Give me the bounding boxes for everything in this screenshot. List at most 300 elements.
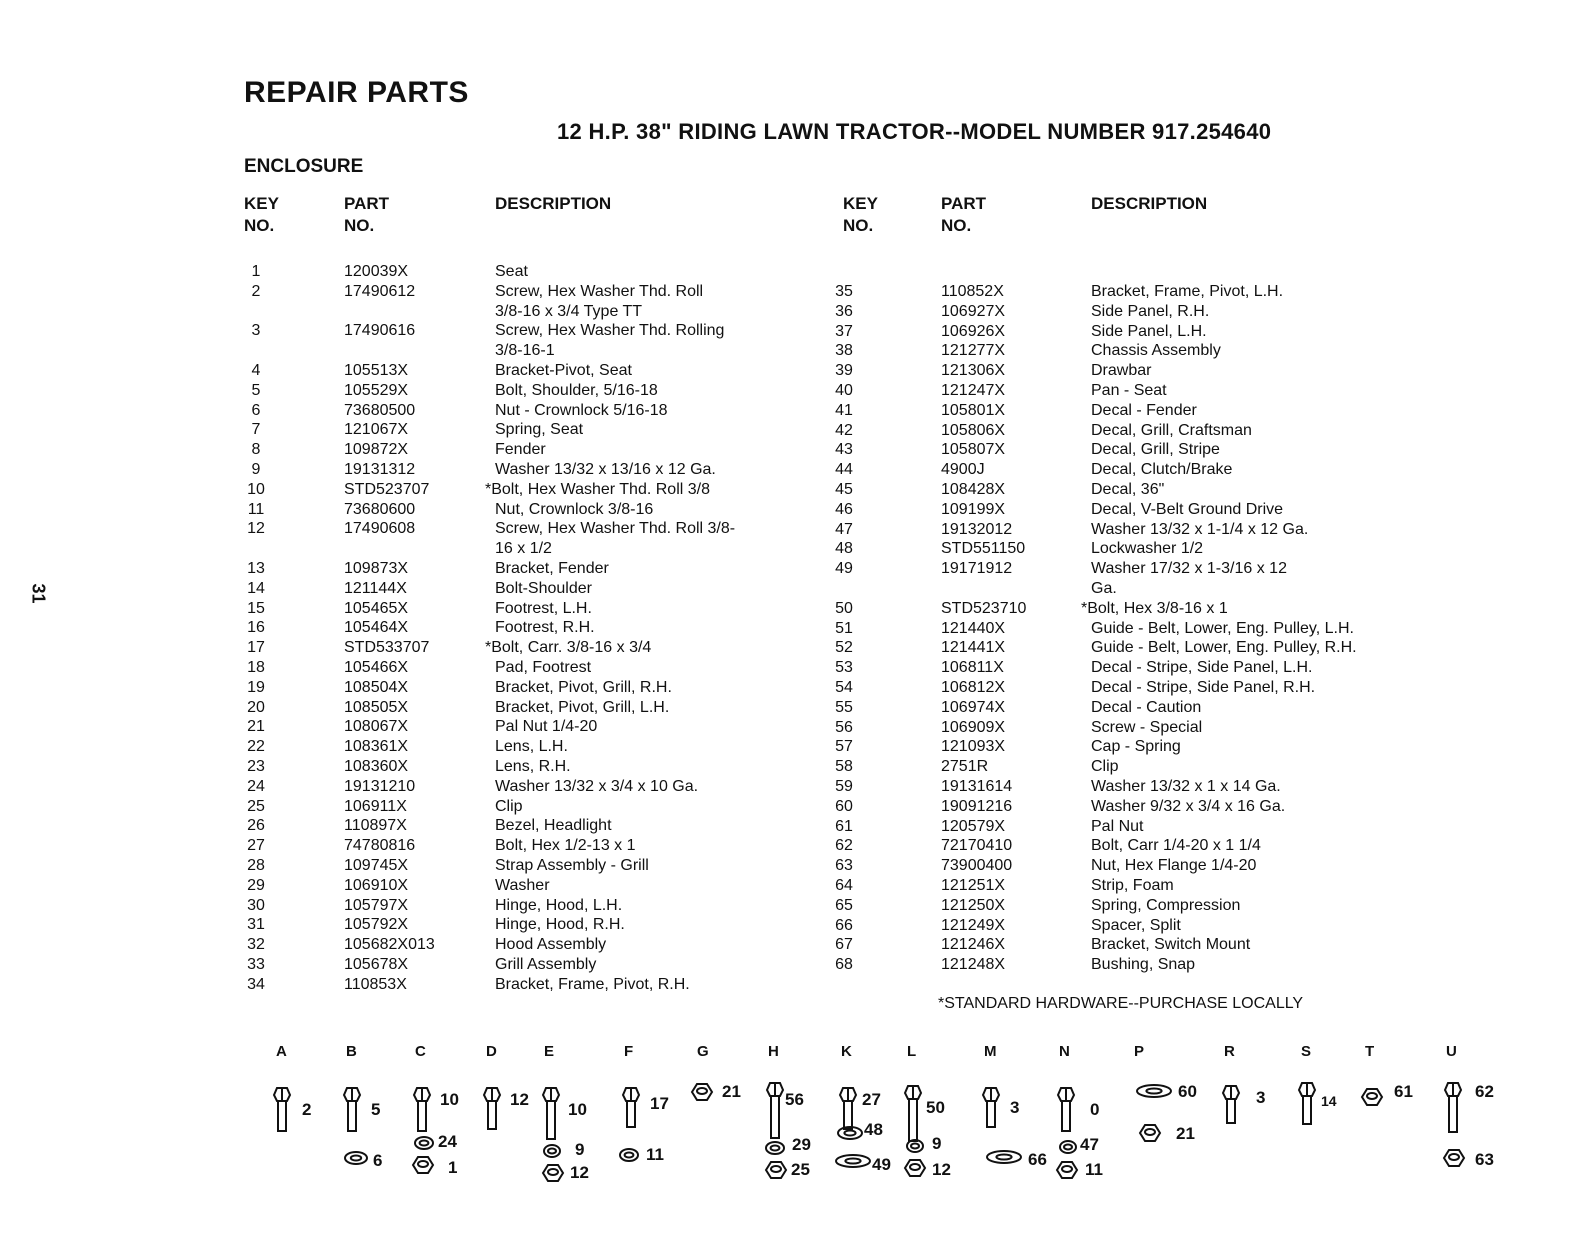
key-number: 18 [247,658,265,676]
part-description: Bracket, Fender [495,559,609,577]
table-row [835,876,1441,896]
hardware-key-number: 27 [862,1090,881,1109]
part-number: 106909X [941,718,1006,736]
hardware-letter: L [907,1043,917,1060]
part-number: 17490608 [344,520,416,538]
flange-nut-icon [1138,1123,1162,1143]
table-row [835,658,1441,678]
key-number: 55 [835,698,853,716]
hardware-key-number: 24 [438,1132,457,1151]
table-row [244,262,804,282]
part-number: 109872X [344,441,409,459]
part-number: 108361X [344,738,409,756]
table-row [835,955,1441,975]
table-row [244,955,804,975]
section-heading: ENCLOSURE [244,156,364,177]
key-number: 16 [247,619,265,637]
key-number: 24 [247,777,265,795]
part-description: Bolt, Hex 1/2-13 x 1 [495,837,636,855]
part-number: 109873X [344,559,409,577]
nut-icon [411,1155,435,1175]
part-description: Footrest, L.H. [495,599,592,617]
key-number: 29 [247,876,265,894]
key-number: 33 [247,955,265,973]
table-row [835,698,1441,718]
hardware-key-number: 17 [650,1094,669,1113]
key-number: 2 [251,282,261,300]
bolt-icon [271,1085,293,1133]
part-description: Side Panel, R.H. [1091,302,1210,320]
key-number: 57 [835,738,853,756]
part-description: Decal - Stripe, Side Panel, L.H. [1091,659,1313,677]
hardware-key-number: 66 [1028,1150,1047,1169]
table-row [244,935,804,955]
carriage-bolt-icon [1296,1080,1318,1126]
key-number: 40 [835,381,853,399]
key-number: 67 [835,936,853,954]
table-row [835,619,1441,639]
part-description: Washer 13/32 x 1 x 14 Ga. [1091,777,1281,795]
table-row [244,341,804,361]
table-row [835,440,1441,460]
table-row [835,401,1441,421]
key-number: 19 [247,678,265,696]
part-description: Decal, 36" [1091,480,1165,498]
table-row [835,856,1441,876]
table-row [244,500,804,520]
hardware-letter: K [841,1043,852,1060]
part-description: Pan - Seat [1091,381,1167,399]
part-description: Bolt-Shoulder [495,579,592,597]
part-description: Strap Assembly - Grill [495,856,649,874]
hardware-letter: M [984,1043,997,1060]
washer-icon [764,1140,786,1156]
part-description: Grill Assembly [495,955,597,973]
part-number: 108067X [344,718,409,736]
hardware-letter: A [276,1043,287,1060]
table-row [244,896,804,916]
part-number: 106811X [941,659,1004,677]
hardware-key-number: 47 [1080,1135,1099,1154]
part-description: Screw, Hex Washer Thd. Rolling [495,322,725,340]
part-description: Decal - Fender [1091,401,1197,419]
part-description: Strip, Foam [1091,876,1174,894]
part-number: 106812X [941,678,1006,696]
part-description: Decal - Stripe, Side Panel, R.H. [1091,678,1316,696]
table-row [244,618,804,638]
part-description: Decal, Grill, Stripe [1091,441,1220,459]
key-number: 54 [835,678,853,696]
screw-icon [764,1080,786,1140]
part-description: Bushing, Snap [1091,956,1196,974]
table-row [835,916,1441,936]
hardware-key-number: 3 [1010,1098,1020,1117]
bolt-icon [620,1085,642,1129]
part-number: 121306X [941,362,1006,380]
flange-nut-icon [1442,1148,1466,1168]
hardware-key-number: 12 [510,1090,529,1109]
part-description: Washer 13/32 x 3/4 x 10 Ga. [495,777,699,795]
page-number: 31 [28,583,49,604]
table-row [244,440,804,460]
hardware-key-number: 63 [1475,1150,1494,1169]
table-row [244,579,804,599]
part-number: 121249X [941,916,1006,934]
key-number: 38 [835,342,853,360]
table-row [835,836,1441,856]
key-number: 11 [247,500,265,518]
key-number: 6 [251,401,261,419]
part-description: Hood Assembly [495,936,607,954]
key-number: 27 [247,837,265,855]
table-row [835,777,1441,797]
key-number: 66 [835,916,853,934]
part-description: Lens, L.H. [495,738,568,756]
part-number: 121251X [941,876,1006,894]
key-number: 3 [251,322,261,340]
hardware-letter: T [1365,1043,1375,1060]
part-description: Decal - Caution [1091,698,1202,716]
key-number: 10 [247,480,265,498]
key-number: 41 [835,401,853,419]
table-row [244,777,804,797]
part-number: 73900400 [941,857,1013,875]
bolt-icon [341,1085,363,1133]
part-number: 105806X [941,421,1006,439]
hardware-key-number: 0 [1090,1100,1100,1119]
hardware-letter: H [768,1043,779,1060]
part-number: 121246X [941,936,1006,954]
key-number: 45 [835,480,853,498]
hardware-key-number: 14 [1321,1093,1337,1109]
part-description: Bracket-Pivot, Seat [495,361,632,379]
washer-icon [905,1138,925,1154]
hardware-key-number: 9 [575,1140,585,1159]
part-number: 121277X [941,342,1006,360]
hardware-key-number: 21 [1176,1124,1195,1143]
key-number: 34 [247,975,265,993]
part-number: 17490612 [344,282,416,300]
key-number: 65 [835,896,853,914]
key-number: 4 [251,361,261,379]
table-row [244,797,804,817]
hardware-letter: P [1134,1043,1145,1060]
flange-nut-icon [690,1082,714,1102]
table-row [835,718,1441,738]
hardware-key-number: 61 [1394,1082,1413,1101]
key-number: 13 [247,559,265,577]
part-number: 121247X [941,381,1006,399]
hardware-letter: G [697,1043,709,1060]
part-description: Spring, Compression [1091,896,1241,914]
table-row [835,500,1441,520]
part-description: Bolt, Carr 1/4-20 x 1 1/4 [1091,837,1261,855]
part-number: 106974X [941,698,1006,716]
hardware-letter: U [1446,1043,1457,1060]
table-row [244,599,804,619]
nut-icon [1055,1160,1079,1180]
part-number: 19091216 [941,797,1013,815]
part-description: Clip [1091,758,1119,776]
washer-icon [542,1143,562,1159]
key-number: 48 [835,540,853,558]
spacer-icon [985,1149,1023,1165]
part-number: 121093X [941,738,1006,756]
key-number: 1 [251,263,261,280]
part-number: 73680500 [344,401,416,419]
part-number: 105465X [344,599,409,617]
table-row [244,836,804,856]
washer-icon [343,1150,369,1166]
key-number: 20 [247,698,265,716]
part-description: Pad, Footrest [495,658,592,676]
part-number: 108504X [344,678,409,696]
part-number: 108360X [344,757,409,775]
hardware-key-number: 2 [302,1100,312,1119]
part-description: Screw, Hex Washer Thd. Roll [495,282,704,300]
table-row [244,539,804,559]
table-row [244,915,804,935]
table-row [835,797,1441,817]
key-number: 43 [835,441,853,459]
hardware-key-number: 6 [373,1151,383,1170]
carriage-bolt-icon [1442,1080,1464,1134]
part-description: Drawbar [1091,362,1152,380]
part-number: 106910X [344,876,409,894]
part-number: 108505X [344,698,409,716]
part-number: 106926X [941,322,1006,340]
header-desc-right: DESCRIPTION [1091,194,1208,213]
part-number: 2751R [941,758,989,776]
part-number: 105464X [344,619,409,637]
part-description: Screw - Special [1091,718,1203,736]
part-number: 121440X [941,619,1006,637]
key-number: 39 [835,362,853,380]
hardware-letter: N [1059,1043,1070,1060]
part-number: 105801X [941,401,1006,419]
table-row [835,322,1441,342]
hardware-letter: F [624,1043,634,1060]
hardware-key-number: 21 [722,1082,741,1101]
header-key-right: KEY NO. [843,194,878,235]
key-number: 68 [835,956,853,974]
part-number: 19131210 [344,777,416,795]
table-row [244,717,804,737]
bolt-icon [540,1085,562,1141]
part-number: 105513X [344,361,409,379]
bolt-icon [980,1085,1002,1129]
nut-icon [903,1158,927,1178]
table-row [244,975,804,995]
footnote: *STANDARD HARDWARE--PURCHASE LOCALLY [938,995,1304,1012]
hardware-letter: D [486,1043,497,1060]
table-row [835,638,1441,658]
key-number: 53 [835,659,853,677]
hardware-letter: S [1301,1043,1312,1060]
part-number: 109745X [344,856,409,874]
table-row [835,282,1441,302]
part-description: Guide - Belt, Lower, Eng. Pulley, R.H. [1091,639,1357,657]
key-number: 44 [835,461,853,479]
part-description: Washer 9/32 x 3/4 x 16 Ga. [1091,797,1286,815]
part-description: *Bolt, Carr. 3/8-16 x 3/4 [485,639,652,657]
hardware-key-number: 29 [792,1135,811,1154]
part-number: 105807X [941,441,1006,459]
key-number: 61 [835,817,853,835]
part-description: 16 x 1/2 [495,540,552,558]
hardware-key-number: 3 [1256,1088,1266,1107]
table-row [841,579,1441,599]
part-description: 3/8-16-1 [495,342,555,360]
table-row [835,460,1441,480]
hardware-key-number: 60 [1178,1082,1197,1101]
table-row [835,678,1441,698]
table-row [244,302,804,322]
part-number: 120039X [344,263,409,280]
part-description: Spacer, Split [1091,916,1181,934]
table-row [244,658,804,678]
part-description: 3/8-16 x 3/4 Type TT [495,302,643,320]
table-row [244,816,804,836]
part-description: Nut, Hex Flange 1/4-20 [1091,857,1257,875]
part-number: 105529X [344,381,409,399]
part-description: Bezel, Headlight [495,817,612,835]
part-description: Decal, V-Belt Ground Drive [1091,500,1284,518]
hardware-key-number: 49 [872,1155,891,1174]
part-description: Ga. [1091,579,1117,597]
part-description: Hinge, Hood, L.H. [495,896,623,914]
table-row [244,401,804,421]
key-number: 58 [835,758,853,776]
hardware-key-number: 50 [926,1098,945,1117]
bolt-icon [411,1085,433,1133]
key-number: 60 [835,797,853,815]
key-number: 35 [835,283,853,300]
key-number: 56 [835,718,853,736]
part-description: Nut, Crownlock 3/8-16 [495,500,654,518]
part-description: Spring, Seat [495,421,584,439]
part-number: 110852X [941,283,1004,300]
table-row [244,282,804,302]
table-row [244,737,804,757]
key-number: 17 [247,639,265,657]
hardware-letter: C [415,1043,426,1060]
table-row [835,559,1441,579]
part-description: Decal, Grill, Craftsman [1091,421,1252,439]
part-description: Pal Nut 1/4-20 [495,718,598,736]
washer-icon [836,1125,864,1141]
part-description: Screw, Hex Washer Thd. Roll 3/8- [495,520,736,538]
part-number: 121441X [941,639,1006,657]
key-number: 26 [247,817,265,835]
bolt-icon [1220,1083,1242,1125]
key-number: 46 [835,500,853,518]
table-row [244,381,804,401]
part-number: 109199X [941,500,1006,518]
table-row [835,520,1441,540]
model-subtitle: 12 H.P. 38" RIDING LAWN TRACTOR--MODEL NUMBER 917.254640 [557,119,1272,144]
hardware-key-number: 62 [1475,1082,1494,1101]
large-washer-icon [834,1153,872,1169]
table-row [835,341,1441,361]
key-number: 12 [247,520,265,538]
hardware-key-number: 10 [568,1100,587,1119]
part-description: Washer 13/32 x 1-1/4 x 12 Ga. [1091,520,1309,538]
table-row [835,599,1441,619]
table-row [244,638,804,658]
part-number: 121067X [344,421,409,439]
hardware-key-number: 1 [448,1158,458,1177]
bolt-icon [902,1083,924,1143]
part-number: 106927X [941,302,1006,320]
table-row [835,817,1441,837]
part-description: Lockwasher 1/2 [1091,540,1204,558]
table-row [244,321,804,341]
key-number: 52 [835,639,853,657]
part-description: Bracket, Pivot, Grill, L.H. [495,698,670,716]
part-description: Pal Nut [1091,817,1144,835]
hardware-key-number: 12 [570,1163,589,1182]
table-row [244,559,804,579]
key-number: 50 [835,599,853,617]
header-part-right: PART NO. [941,194,987,235]
hardware-key-number: 10 [440,1090,459,1109]
part-number: 19131614 [941,777,1013,795]
part-number: 19132012 [941,520,1013,538]
part-description: Bolt, Shoulder, 5/16-18 [495,381,658,399]
part-number: 72170410 [941,837,1013,855]
part-description: Seat [495,263,528,280]
table-row [835,302,1441,322]
part-description: Lens, R.H. [495,757,571,775]
part-number: 4900J [941,461,985,479]
nut-icon [541,1163,565,1183]
table-row [835,737,1441,757]
part-description: Nut - Crownlock 5/16-18 [495,401,668,419]
cap-icon [1058,1139,1078,1155]
table-row [835,381,1441,401]
part-number: 120579X [941,817,1006,835]
hardware-letter: R [1224,1043,1235,1060]
parts-list-left [244,262,804,994]
part-description: Bracket, Frame, Pivot, R.H. [495,975,690,993]
hardware-letter: B [346,1043,357,1060]
table-row [835,361,1441,381]
part-number: 74780816 [344,837,416,855]
table-row [244,420,804,440]
table-row [835,757,1441,777]
hardware-key-number: 48 [864,1120,883,1139]
part-number: STD523710 [941,599,1027,617]
table-row [244,698,804,718]
header-key-left: KEY NO. [244,194,279,235]
part-number: 19131312 [344,460,416,478]
key-number: 64 [835,876,853,894]
part-description: Chassis Assembly [1091,342,1221,360]
key-number: 14 [247,579,265,597]
key-number: 36 [835,302,853,320]
key-number: 21 [247,718,265,736]
key-number: 23 [247,757,265,775]
key-number: 59 [835,777,853,795]
washer-icon [618,1147,640,1163]
part-description: Hinge, Hood, R.H. [495,916,625,934]
part-description: Washer 13/32 x 13/16 x 12 Ga. [495,460,716,478]
table-row [244,480,804,500]
key-number: 5 [251,381,261,399]
key-number: 49 [835,560,853,578]
bolt-icon [481,1085,503,1131]
